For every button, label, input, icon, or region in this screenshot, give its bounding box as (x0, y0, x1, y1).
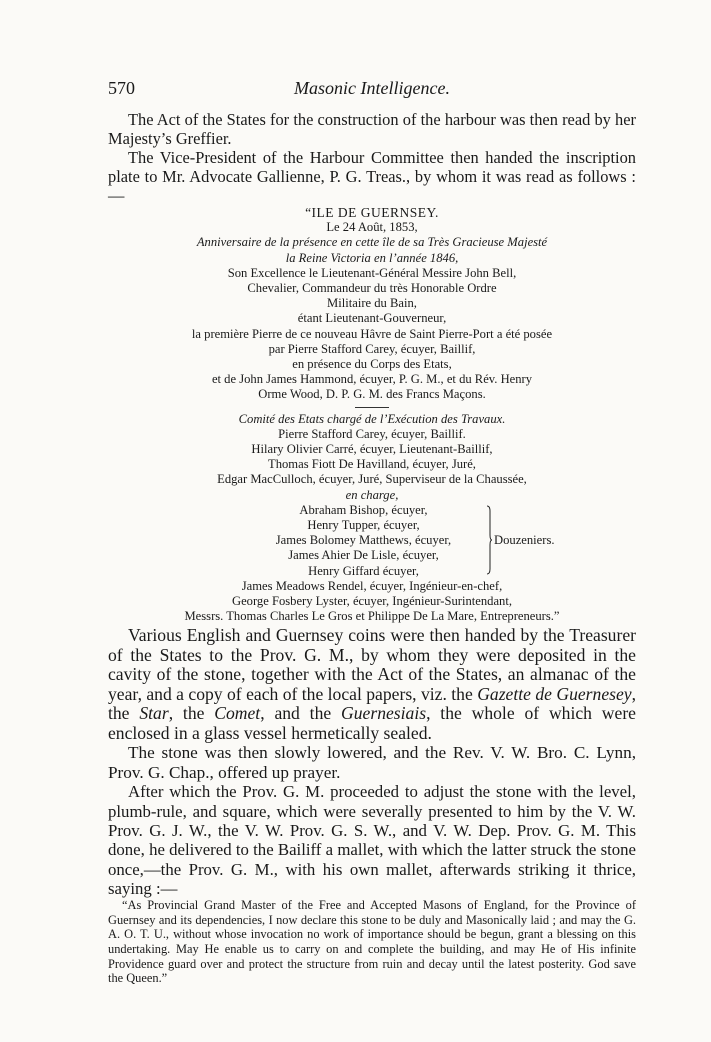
douzenier-name: Abraham Bishop, écuyer, (299, 502, 428, 517)
inscription-line: en présence du Corps des Etats, (292, 357, 452, 372)
guernesiais-title: Guernesiais (341, 703, 427, 724)
page-number: 570 (108, 78, 135, 98)
paragraph-text: Various English and Guernsey coins were then handed by the Treasurer of the States to the Prov. G. M., by whom they were deposited in the cavity of the stone, together with the Act of the States, an almanac of the year, and a copy of each of the local papers, viz. the (108, 625, 636, 704)
inscription-line: et de John James Hammond, écuyer, P. G. M., et du Rév. Henry (211, 372, 533, 387)
douzenier-name: James Ahier De Lisle, écuyer, (288, 548, 439, 563)
inscription-line: Orme Wood, D. P. G. M. des Francs Maçons. (258, 387, 486, 402)
douzeniers-label: Douzeniers. (494, 532, 555, 547)
inscription-line: Militaire du Bain, (327, 296, 417, 311)
paragraph-text: , the whole of which were enclosed in a glass vessel hermetically sealed. (108, 703, 636, 743)
divider-rule (355, 407, 389, 408)
inscription-line: George Fosbery Lyster, écuyer, Ingénieur-Surintendant, (231, 594, 513, 609)
paragraph-text: , the (168, 703, 215, 724)
star-title: Star (139, 703, 169, 724)
douzeniers-list (236, 503, 491, 579)
quote-declaration: “As Provincial Grand Master of the Free and Accepted Masons of England, for the Province of Guernsey and its dependencies, I now declare this stone to be duly and Masonically laid ; and may the G. A. O. T. U., without whose invocation no work of importance should be begun, grant a blessing on this undertaking. May He enable us to carry on and complete the building, and may He of His infinite Providence guard over and protect the structure from ruin and decay until the latest posterity. God save the Queen.” (108, 898, 636, 986)
paragraph-coins (108, 626, 636, 743)
curly-brace-icon (486, 505, 492, 575)
paragraph-text: , the (108, 683, 637, 724)
douzeniers-group (108, 503, 636, 579)
inscription-line: en charge, (345, 487, 399, 502)
running-title: Masonic Intelligence. (294, 78, 450, 98)
paragraph-text: , and the (260, 703, 342, 724)
douzenier-name: Henry Giffard écuyer, (308, 563, 419, 578)
inscription-line: étant Lieutenant-Gouverneur, (297, 311, 447, 326)
inscription (108, 205, 636, 624)
gazette-title: Gazette de Guernesey (477, 683, 632, 704)
inscription-line: Thomas Fiott De Havilland, écuyer, Juré, (268, 457, 476, 472)
comet-title: Comet (214, 703, 261, 724)
inscription-line: Chevalier, Commandeur du très Honorable Ordre (247, 281, 497, 296)
inscription-line: Hilary Olivier Carré, écuyer, Lieutenant-Baillif, (251, 442, 493, 457)
paragraph-mallet: After which the Prov. G. M. proceeded to adjust the stone with the level, plumb-rule, and square, which were severally presented to him by the V. W. Prov. G. J. W., the V. W. Prov. G. S. W., and V. W. Dep. Prov. G. M. This done, he delivered to the Bailiff a mallet, with which the latter struck the stone once,—the Prov. G. M., with his own mallet, afterwards striking it thrice, saying :— (108, 782, 636, 898)
inscription-line: James Meadows Rendel, écuyer, Ingénieur-en-chef, (241, 578, 503, 593)
page (108, 78, 636, 986)
inscription-line: “ILE DE GUERNSEY. (305, 205, 439, 220)
paragraph-act: The Act of the States for the construction of the harbour was then read by her Majesty’s Greffier. (108, 110, 636, 148)
inscription-line: Edgar MacCulloch, écuyer, Juré, Superviseur de la Chaussée, (217, 472, 527, 487)
inscription-line: Son Excellence le Lieutenant-Général Messire John Bell, (227, 265, 517, 280)
inscription-line: la première Pierre de ce nouveau Hâvre de Saint Pierre-Port a été posée (191, 326, 553, 341)
inscription-line: Anniversaire de la présence en cette île de sa Très Gracieuse Majesté (196, 235, 548, 250)
inscription-line: par Pierre Stafford Carey, écuyer, Baillif, (268, 341, 476, 356)
douzenier-name: Henry Tupper, écuyer, (307, 518, 420, 533)
inscription-line: Messrs. Thomas Charles Le Gros et Philippe De La Mare, Entrepreneurs.” (184, 609, 560, 624)
paragraph-prayer: The stone was then slowly lowered, and the Rev. V. W. Bro. C. Lynn, Prov. G. Chap., offered up prayer. (108, 743, 636, 782)
committee-heading: Comité des Etats chargé de l’Exécution des Travaux. (238, 411, 506, 426)
inscription-line: la Reine Victoria en l’année 1846, (285, 250, 459, 265)
paragraph-inscription-intro: The Vice-President of the Harbour Committee then handed the inscription plate to Mr. Advocate Gallienne, P. G. Treas., by whom it was read as follows :— (108, 148, 636, 205)
page-header (108, 78, 636, 104)
douzenier-name: James Bolomey Matthews, écuyer, (275, 533, 452, 548)
inscription-line: Pierre Stafford Carey, écuyer, Baillif. (278, 426, 466, 441)
inscription-line: Le 24 Août, 1853, (326, 220, 418, 235)
